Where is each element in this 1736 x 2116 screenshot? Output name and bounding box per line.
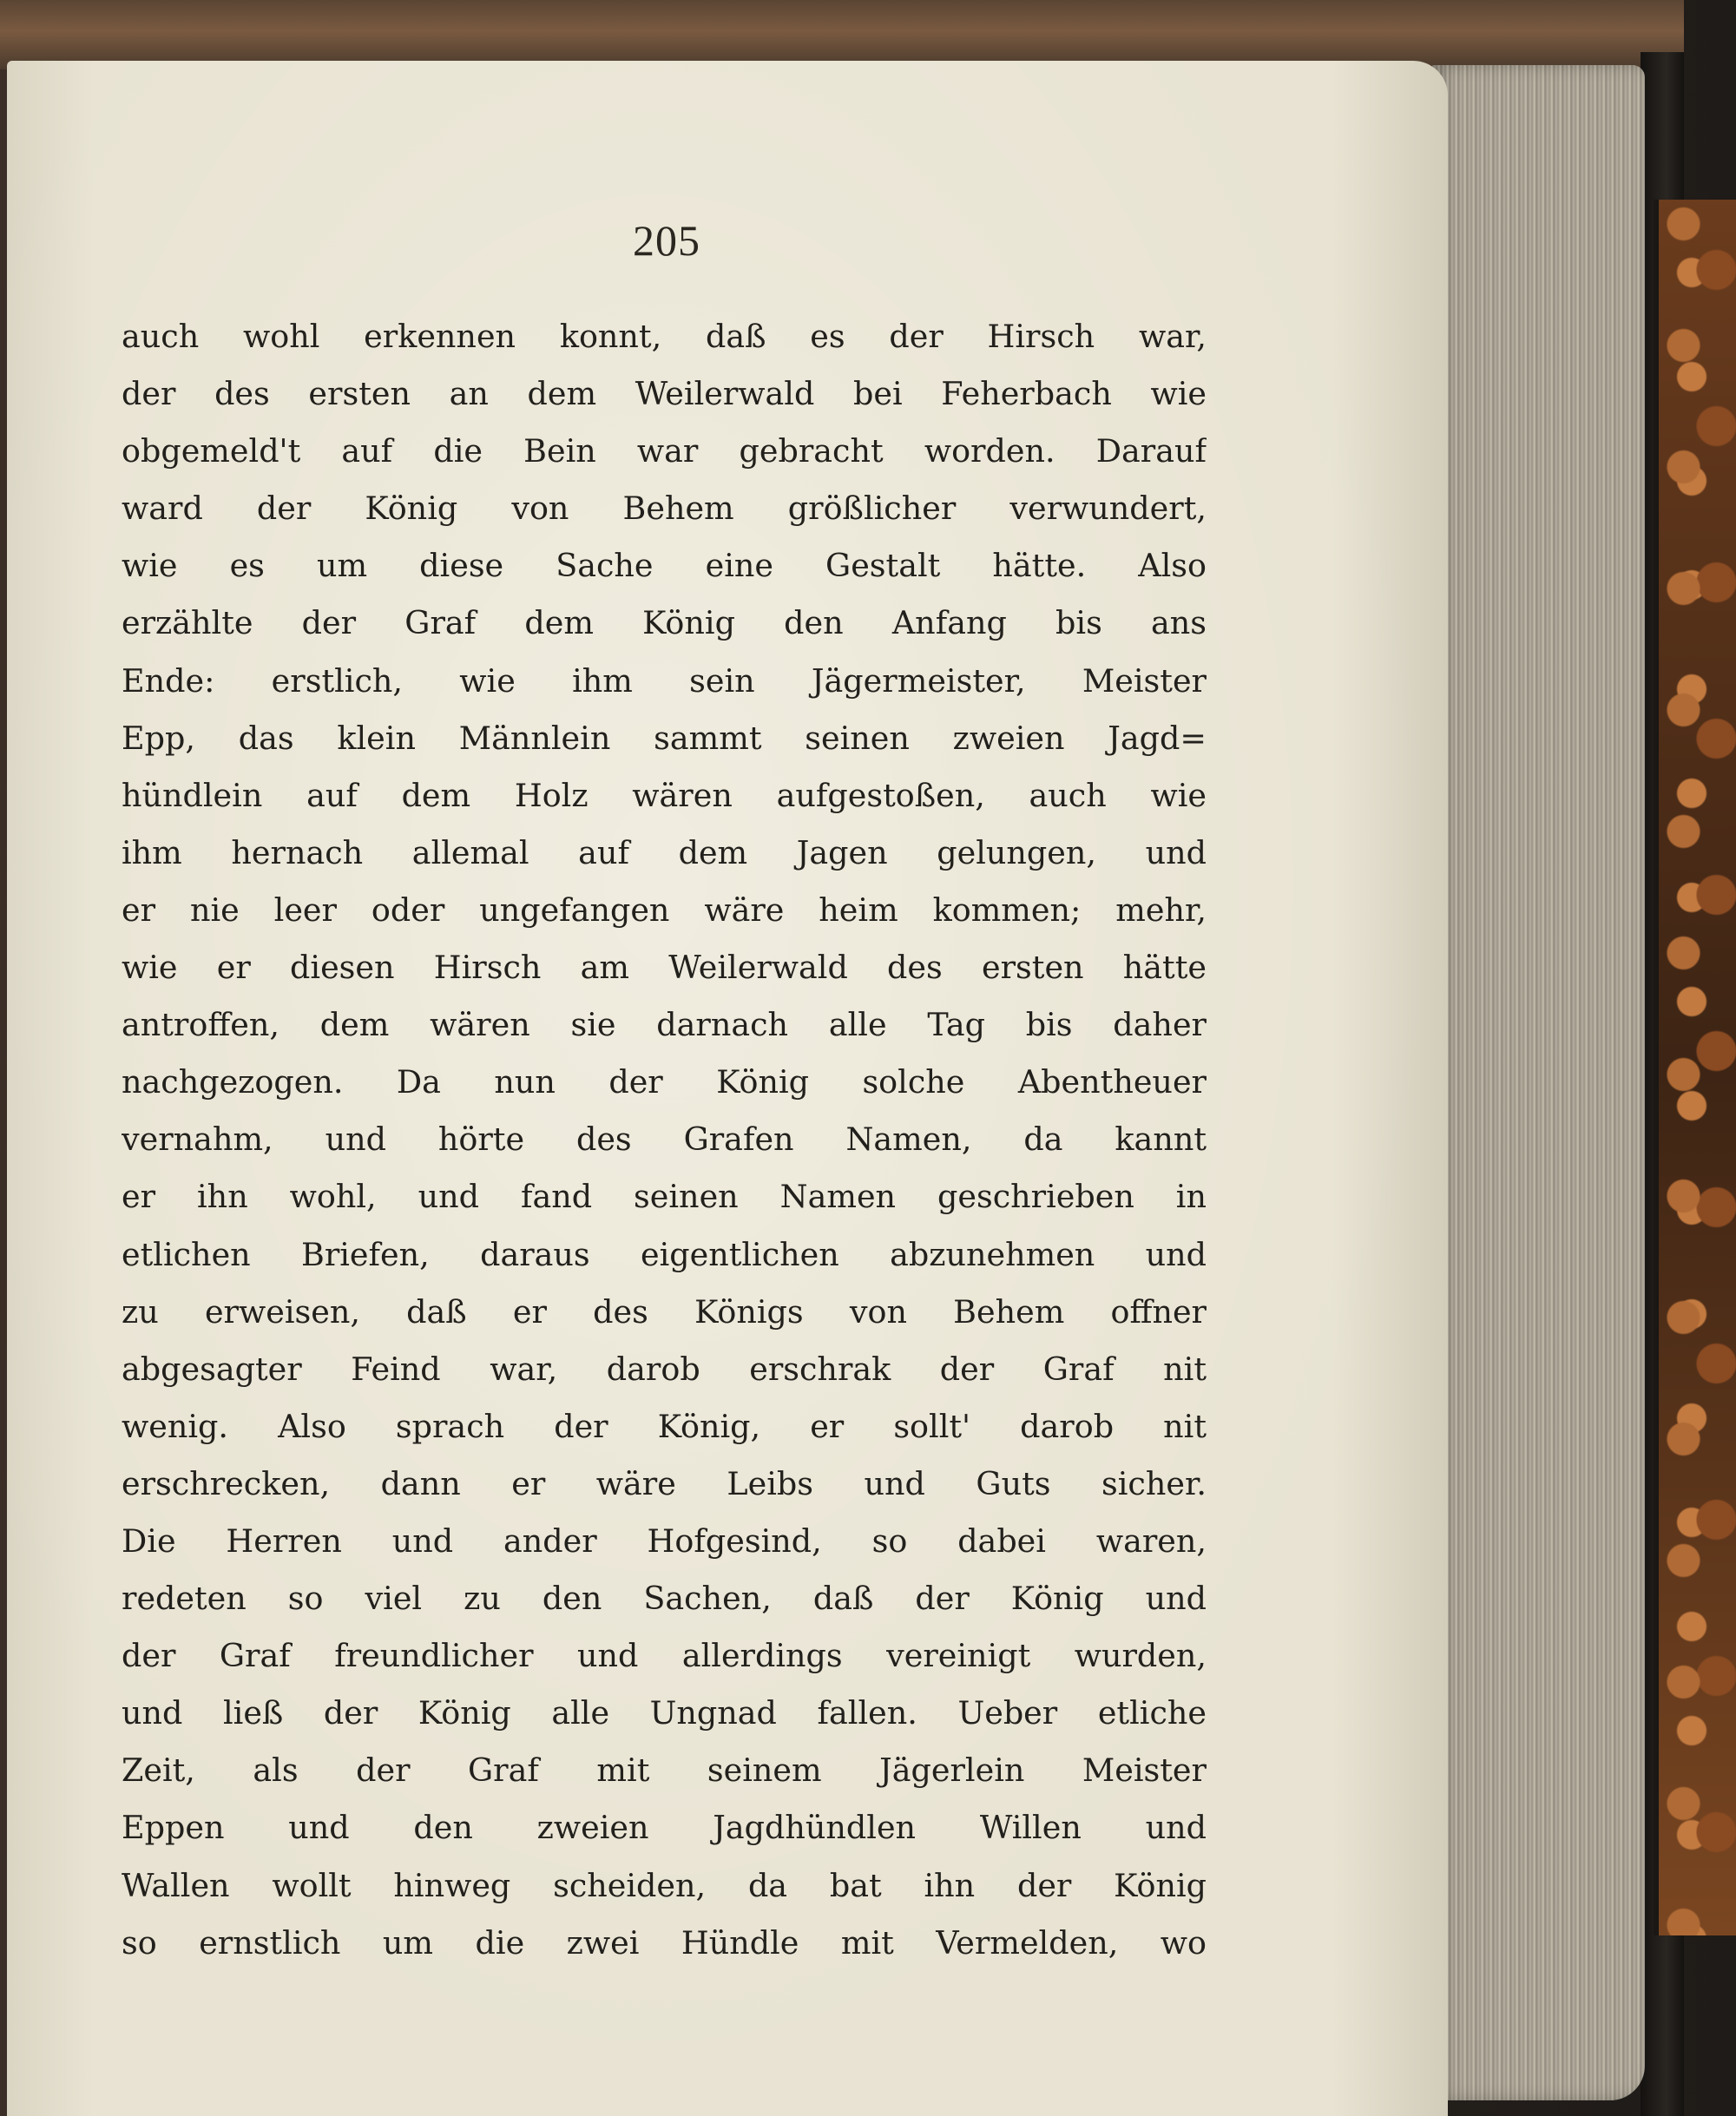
page-number: 205 [633, 216, 700, 265]
text-line: und ließ der König alle Ungnad fallen. Ueber etliche [122, 1694, 1207, 1732]
text-line: Zeit, als der Graf mit seinem Jägerlein Meister [122, 1751, 1207, 1790]
text-line: nachgezogen. Da nun der König solche Abentheuer [122, 1063, 1207, 1101]
text-line: Epp, das klein Männlein sammt seinen zweien Jagd= [122, 719, 1207, 757]
page-text [122, 308, 1207, 1972]
text-line: zu erweisen, daß er des Königs von Behem offner [122, 1292, 1207, 1331]
page-block-edges [1432, 65, 1645, 2100]
text-line: wenig. Also sprach der König, er sollt' darob nit [122, 1407, 1207, 1445]
text-line: er nie leer oder ungefangen wäre heim kommen; mehr, [122, 890, 1207, 929]
text-line: Ende: erstlich, wie ihm sein Jägermeister, Meister [122, 661, 1207, 700]
text-line: Eppen und den zweien Jagdhündlen Willen und [122, 1809, 1207, 1847]
marbled-endpaper [1654, 200, 1736, 1935]
text-line: so ernstlich um die zwei Hündle mit Vermelden, wo [122, 1923, 1207, 1962]
text-line: auch wohl erkennen konnt, daß es der Hirsch war, [122, 318, 1207, 355]
text-line: redeten so viel zu den Sachen, daß der König und [122, 1580, 1207, 1618]
text-line: er ihn wohl, und fand seinen Namen geschrieben in [122, 1178, 1207, 1216]
text-line: abgesagter Feind war, darob erschrak der Graf nit [122, 1350, 1207, 1388]
text-line: wie es um diese Sache eine Gestalt hätte. Also [122, 547, 1207, 585]
text-line: ward der König von Behem größlicher verwundert, [122, 490, 1207, 528]
text-line: der Graf freundlicher und allerdings vereinigt wurden, [122, 1637, 1207, 1675]
text-line: antroffen, dem wären sie darnach alle Tag bis daher [122, 1006, 1207, 1044]
text-line: erzählte der Graf dem König den Anfang bis ans [122, 604, 1207, 642]
text-line: etlichen Briefen, daraus eigentlichen abzunehmen und [122, 1235, 1207, 1273]
text-line: der des ersten an dem Weilerwald bei Feherbach wie [122, 375, 1207, 413]
text-line: obgemeld't auf die Bein war gebracht worden. Darauf [122, 432, 1207, 470]
book-page [7, 61, 1448, 2116]
text-line: ihm hernach allemal auf dem Jagen gelungen, und [122, 833, 1207, 871]
text-line: vernahm, und hörte des Grafen Namen, da kannt [122, 1120, 1207, 1159]
text-line: Die Herren und ander Hofgesind, so dabei waren, [122, 1521, 1207, 1560]
text-line: Wallen wollt hinweg scheiden, da bat ihn der König [122, 1866, 1207, 1904]
text-line: erschrecken, dann er wäre Leibs und Guts sicher. [122, 1464, 1207, 1502]
text-line: hündlein auf dem Holz wären aufgestoßen, auch wie [122, 776, 1207, 814]
book-spine-top [0, 0, 1684, 69]
text-line: wie er diesen Hirsch am Weilerwald des ersten hätte [122, 949, 1207, 987]
